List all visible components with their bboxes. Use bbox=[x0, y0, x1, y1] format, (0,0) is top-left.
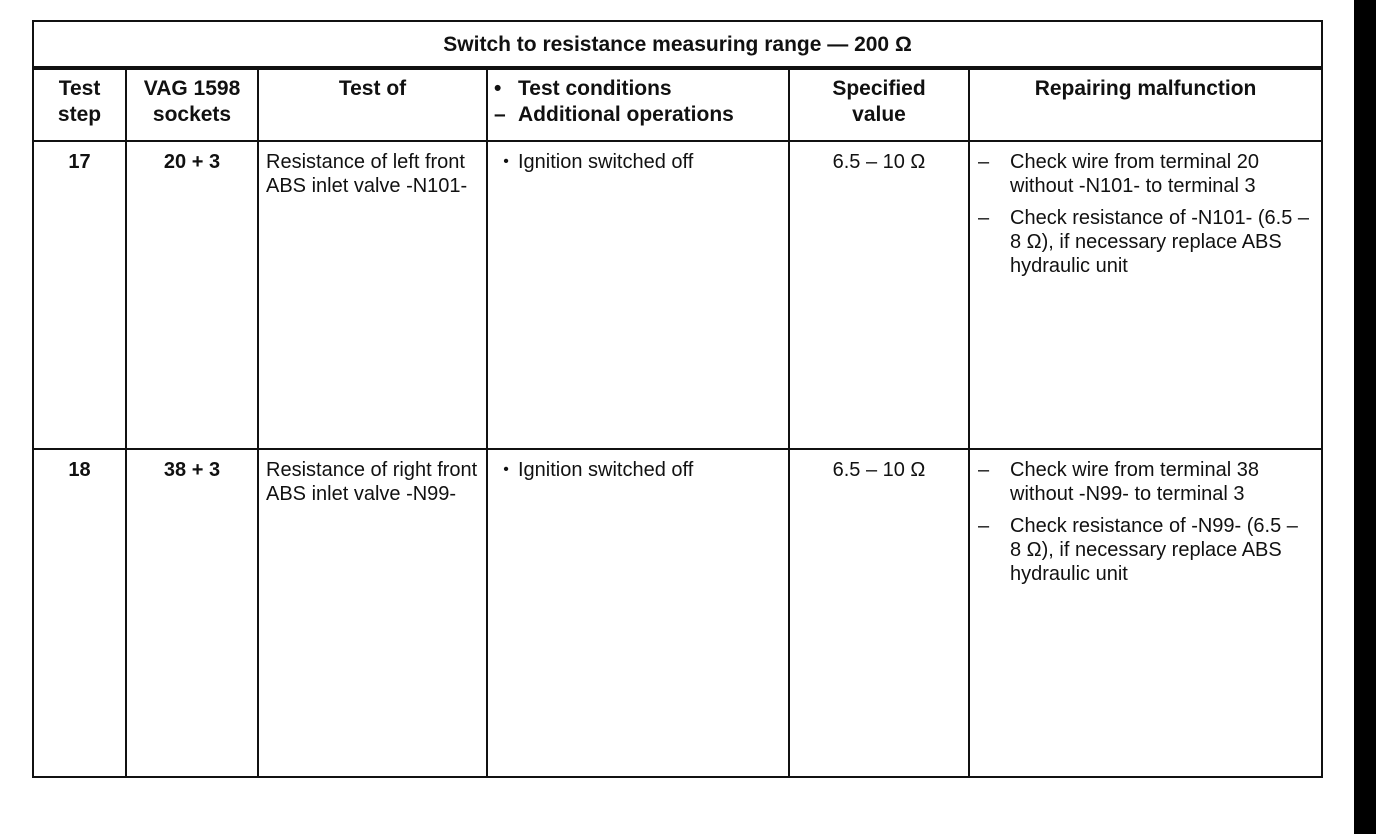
bullet-icon: • bbox=[494, 77, 502, 100]
repair-item: – Check wire from terminal 38 without -N99- to terminal 3 bbox=[978, 459, 1259, 505]
bullet-icon: • bbox=[503, 461, 509, 478]
header-row bbox=[33, 68, 1322, 141]
cell-repair bbox=[969, 449, 1322, 777]
cell-specified: 6.5 – 10 Ω bbox=[789, 141, 969, 449]
header-test-step: Test step bbox=[33, 68, 126, 141]
test-table bbox=[32, 20, 1323, 778]
table-title: Switch to resistance measuring range — 200 Ω bbox=[33, 21, 1322, 68]
cell-step: 17 bbox=[33, 141, 126, 449]
repair-item: – Check wire from terminal 20 without -N101- to terminal 3 bbox=[978, 151, 1259, 197]
cell-condition: • Ignition switched off bbox=[487, 141, 789, 449]
dash-icon: – bbox=[978, 515, 990, 537]
table-row bbox=[33, 449, 1322, 777]
repair-item: – Check resistance of -N101- (6.5 – 8 Ω), if necessary replace ABS hydraulic unit bbox=[978, 207, 1310, 277]
dash-icon: – bbox=[494, 103, 506, 126]
header-repair: Repairing malfunction bbox=[969, 68, 1322, 141]
table-row bbox=[33, 141, 1322, 449]
dash-icon: – bbox=[978, 207, 990, 229]
dash-icon: – bbox=[978, 459, 990, 481]
cell-sockets: 20 + 3 bbox=[126, 141, 258, 449]
dash-icon: – bbox=[978, 151, 990, 173]
cell-specified: 6.5 – 10 Ω bbox=[789, 449, 969, 777]
cell-repair bbox=[969, 141, 1322, 449]
header-sockets: VAG 1598 sockets bbox=[126, 68, 258, 141]
bullet-icon: • bbox=[503, 153, 509, 170]
cell-test-of: Resistance of right front ABS inlet valve -N99- bbox=[258, 449, 487, 777]
page-edge-bar bbox=[1354, 0, 1376, 834]
cell-test-of: Resistance of left front ABS inlet valve -N101- bbox=[258, 141, 487, 449]
header-specified-value: Specified value bbox=[789, 68, 969, 141]
header-conditions: • Test conditions – Additional operations bbox=[487, 68, 789, 141]
cell-condition: • Ignition switched off bbox=[487, 449, 789, 777]
cell-sockets: 38 + 3 bbox=[126, 449, 258, 777]
repair-item: – Check resistance of -N99- (6.5 – 8 Ω), if necessary replace ABS hydraulic unit bbox=[978, 515, 1298, 585]
cell-step: 18 bbox=[33, 449, 126, 777]
header-test-of: Test of bbox=[258, 68, 487, 141]
